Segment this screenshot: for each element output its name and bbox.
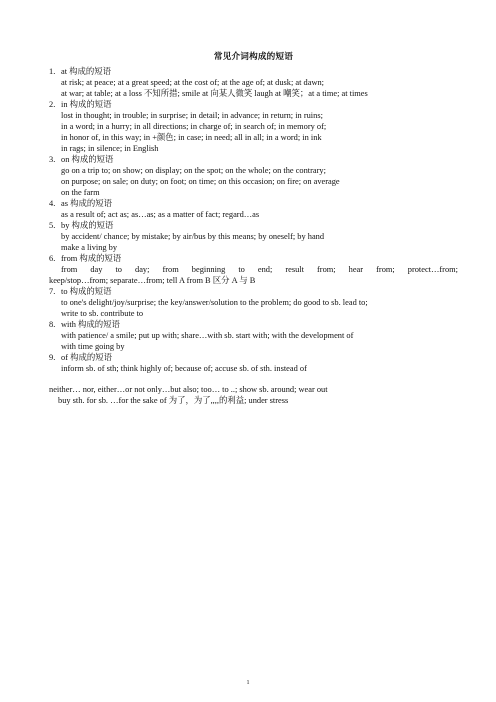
section-heading-text: from 构成的短语 — [61, 254, 122, 263]
section-heading — [49, 99, 458, 110]
section-number: 4. — [49, 199, 56, 208]
phrase-line: go on a trip to; on show; on display; on the spot; on the whole; on the contrary; — [61, 166, 326, 175]
phrase-line: in honor of, in this way; in +颜色; in case; in need; all in all; in a word; in ink — [61, 133, 322, 142]
section-number: 1. — [49, 67, 56, 76]
section-heading-text: at 构成的短语 — [61, 67, 112, 76]
phrase-line: by accident/ chance; by mistake; by air/bus by this means; by oneself; by hand — [61, 232, 325, 241]
section-heading — [49, 286, 458, 297]
section-number: 6. — [49, 254, 56, 263]
phrase-line: in a word; in a hurry; in all directions; in charge of; in search of; in memory of; — [61, 122, 327, 131]
section-9 — [49, 352, 458, 374]
phrase-line: keep/stop…from; separate…from; tell A from B 区分 A 与 B — [49, 276, 256, 285]
section-heading-text: by 构成的短语 — [61, 221, 114, 230]
section-6 — [49, 253, 458, 286]
phrase-line: make a living by — [61, 243, 118, 252]
phrase-line: lost in thought; in trouble; in surprise; in detail; in advance; in return; in ruins; — [61, 111, 323, 120]
phrase-line: on the farm — [61, 188, 100, 197]
phrase-line: on purpose; on sale; on duty; on foot; on time; on this occasion; on fire; on average — [61, 177, 340, 186]
section-number: 7. — [49, 287, 56, 296]
section-heading-text: as 构成的短语 — [61, 199, 112, 208]
extra-phrase-line: neither… nor, either…or not only…but also; too… to ..; show sb. around; wear out — [49, 385, 328, 394]
phrase-line: to one's delight/joy/surprise; the key/answer/solution to the problem; do good to sb. lead to; — [61, 298, 368, 307]
section-3 — [49, 154, 458, 198]
page-title: 常见介词构成的短语 — [213, 51, 294, 61]
section-heading — [49, 66, 458, 77]
phrase-line: at risk; at peace; at a great speed; at the cost of; at the age of; at dusk; at dawn; — [61, 78, 325, 87]
section-number: 5. — [49, 221, 56, 230]
phrase-line: as a result of; act as; as…as; as a matter of fact; regard…as — [61, 210, 260, 219]
extra-phrases — [49, 384, 458, 406]
section-heading — [49, 352, 458, 363]
section-heading-text: on 构成的短语 — [61, 155, 114, 164]
section-heading — [49, 220, 458, 231]
phrase-line: with time going by — [61, 342, 125, 351]
section-4 — [49, 198, 458, 220]
section-heading-text: of 构成的短语 — [61, 353, 112, 362]
section-heading — [49, 253, 458, 264]
section-2 — [49, 99, 458, 154]
sections-container — [49, 66, 458, 374]
extra-phrase-line: buy sth. for sb. …for the sake of 为了，为了,,,,的利益; under stress — [58, 396, 289, 405]
phrase-line: inform sb. of sth; think highly of; because of; accuse sb. of sth. instead of — [61, 364, 307, 373]
section-number: 9. — [49, 353, 56, 362]
section-number: 3. — [49, 155, 56, 164]
phrase-line: write to sb. contribute to — [61, 309, 144, 318]
phrase-line: from day to day; from beginning to end; result from; hear from; protect…from; — [61, 265, 458, 274]
section-heading-text: to 构成的短语 — [61, 287, 112, 296]
section-8 — [49, 319, 458, 352]
page-number: 1 — [246, 680, 250, 686]
section-heading-text: with 构成的短语 — [61, 320, 120, 329]
section-1 — [49, 66, 458, 99]
section-5 — [49, 220, 458, 253]
section-heading — [49, 154, 458, 165]
section-heading — [49, 198, 458, 209]
phrase-line: with patience/ a smile; put up with; share…with sb. start with; with the development of — [61, 331, 354, 340]
section-number: 8. — [49, 320, 56, 329]
phrase-line: in rags; in silence; in English — [61, 144, 159, 153]
section-number: 2. — [49, 100, 56, 109]
section-heading-text: in 构成的短语 — [61, 100, 112, 109]
section-7 — [49, 286, 458, 319]
section-heading — [49, 319, 458, 330]
phrase-line: at war; at table; at a loss 不知所措; smile at 向某人微笑 laugh at 嘲笑；at a time; at times — [61, 89, 368, 98]
